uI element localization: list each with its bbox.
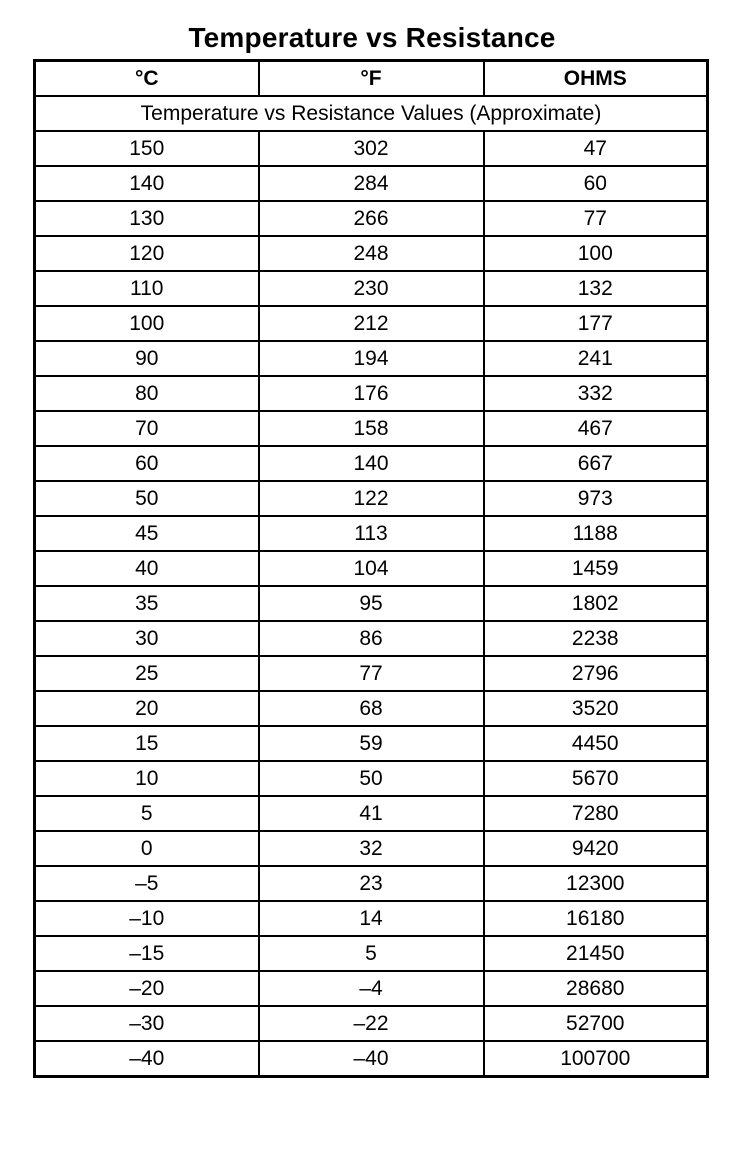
table-row — [35, 376, 708, 411]
column-header-fahrenheit: °F — [259, 61, 484, 97]
cell-fahrenheit: 212 — [259, 306, 484, 341]
cell-celsius: 140 — [35, 166, 259, 201]
table-row — [35, 271, 708, 306]
cell-ohms: 667 — [484, 446, 708, 481]
table-row — [35, 901, 708, 936]
cell-ohms: 1459 — [484, 551, 708, 586]
cell-ohms: 100700 — [484, 1041, 708, 1077]
cell-fahrenheit: –4 — [259, 971, 484, 1006]
cell-ohms: 132 — [484, 271, 708, 306]
cell-fahrenheit: 230 — [259, 271, 484, 306]
cell-ohms: 47 — [484, 131, 708, 166]
cell-ohms: 100 — [484, 236, 708, 271]
cell-celsius: 60 — [35, 446, 259, 481]
cell-fahrenheit: 86 — [259, 621, 484, 656]
cell-ohms: 12300 — [484, 866, 708, 901]
cell-fahrenheit: 194 — [259, 341, 484, 376]
cell-celsius: –40 — [35, 1041, 259, 1077]
table-row — [35, 1041, 708, 1077]
table-row — [35, 131, 708, 166]
cell-celsius: 40 — [35, 551, 259, 586]
cell-ohms: 2238 — [484, 621, 708, 656]
table-subtitle: Temperature vs Resistance Values (Approximate) — [35, 96, 708, 131]
cell-celsius: 25 — [35, 656, 259, 691]
table-row — [35, 691, 708, 726]
table-row — [35, 341, 708, 376]
cell-ohms: 5670 — [484, 761, 708, 796]
cell-celsius: 150 — [35, 131, 259, 166]
temperature-resistance-table — [33, 59, 709, 1078]
cell-ohms: 177 — [484, 306, 708, 341]
cell-fahrenheit: 59 — [259, 726, 484, 761]
cell-fahrenheit: –22 — [259, 1006, 484, 1041]
cell-fahrenheit: 284 — [259, 166, 484, 201]
cell-fahrenheit: 68 — [259, 691, 484, 726]
cell-fahrenheit: 122 — [259, 481, 484, 516]
table-row — [35, 166, 708, 201]
cell-fahrenheit: 41 — [259, 796, 484, 831]
cell-celsius: 80 — [35, 376, 259, 411]
cell-fahrenheit: –40 — [259, 1041, 484, 1077]
cell-ohms: 60 — [484, 166, 708, 201]
cell-fahrenheit: 14 — [259, 901, 484, 936]
cell-celsius: 5 — [35, 796, 259, 831]
cell-celsius: –15 — [35, 936, 259, 971]
cell-ohms: 332 — [484, 376, 708, 411]
cell-ohms: 2796 — [484, 656, 708, 691]
cell-fahrenheit: 50 — [259, 761, 484, 796]
table-row — [35, 306, 708, 341]
cell-ohms: 467 — [484, 411, 708, 446]
cell-ohms: 52700 — [484, 1006, 708, 1041]
table-row — [35, 936, 708, 971]
table-row — [35, 866, 708, 901]
table-row — [35, 481, 708, 516]
cell-celsius: 20 — [35, 691, 259, 726]
cell-ohms: 3520 — [484, 691, 708, 726]
cell-celsius: 50 — [35, 481, 259, 516]
table-subtitle-row — [35, 96, 708, 131]
cell-ohms: 77 — [484, 201, 708, 236]
cell-fahrenheit: 140 — [259, 446, 484, 481]
table-row — [35, 411, 708, 446]
cell-celsius: 100 — [35, 306, 259, 341]
table-row — [35, 796, 708, 831]
cell-ohms: 241 — [484, 341, 708, 376]
cell-celsius: 130 — [35, 201, 259, 236]
cell-celsius: –20 — [35, 971, 259, 1006]
table-row — [35, 201, 708, 236]
cell-ohms: 973 — [484, 481, 708, 516]
table-row — [35, 656, 708, 691]
cell-ohms: 28680 — [484, 971, 708, 1006]
cell-fahrenheit: 5 — [259, 936, 484, 971]
table-row — [35, 621, 708, 656]
column-header-celsius: °C — [35, 61, 259, 97]
cell-fahrenheit: 113 — [259, 516, 484, 551]
cell-fahrenheit: 77 — [259, 656, 484, 691]
cell-fahrenheit: 95 — [259, 586, 484, 621]
cell-ohms: 7280 — [484, 796, 708, 831]
table-row — [35, 446, 708, 481]
cell-ohms: 9420 — [484, 831, 708, 866]
cell-celsius: 35 — [35, 586, 259, 621]
cell-ohms: 21450 — [484, 936, 708, 971]
table-row — [35, 516, 708, 551]
column-header-ohms: OHMS — [484, 61, 708, 97]
cell-fahrenheit: 266 — [259, 201, 484, 236]
cell-celsius: –5 — [35, 866, 259, 901]
cell-celsius: –30 — [35, 1006, 259, 1041]
table-row — [35, 831, 708, 866]
cell-ohms: 1802 — [484, 586, 708, 621]
cell-fahrenheit: 176 — [259, 376, 484, 411]
table-row — [35, 971, 708, 1006]
table-row — [35, 586, 708, 621]
cell-ohms: 16180 — [484, 901, 708, 936]
cell-fahrenheit: 104 — [259, 551, 484, 586]
cell-celsius: 90 — [35, 341, 259, 376]
cell-celsius: –10 — [35, 901, 259, 936]
cell-fahrenheit: 23 — [259, 866, 484, 901]
table-row — [35, 726, 708, 761]
cell-celsius: 10 — [35, 761, 259, 796]
cell-fahrenheit: 248 — [259, 236, 484, 271]
cell-celsius: 70 — [35, 411, 259, 446]
table-header-row — [35, 61, 708, 97]
cell-celsius: 30 — [35, 621, 259, 656]
cell-fahrenheit: 302 — [259, 131, 484, 166]
cell-fahrenheit: 32 — [259, 831, 484, 866]
cell-celsius: 120 — [35, 236, 259, 271]
table-row — [35, 551, 708, 586]
cell-celsius: 110 — [35, 271, 259, 306]
table-row — [35, 1006, 708, 1041]
cell-celsius: 0 — [35, 831, 259, 866]
cell-fahrenheit: 158 — [259, 411, 484, 446]
table-row — [35, 236, 708, 271]
table-row — [35, 761, 708, 796]
cell-celsius: 15 — [35, 726, 259, 761]
cell-celsius: 45 — [35, 516, 259, 551]
page-title: Temperature vs Resistance — [188, 22, 556, 53]
cell-ohms: 4450 — [484, 726, 708, 761]
cell-ohms: 1188 — [484, 516, 708, 551]
